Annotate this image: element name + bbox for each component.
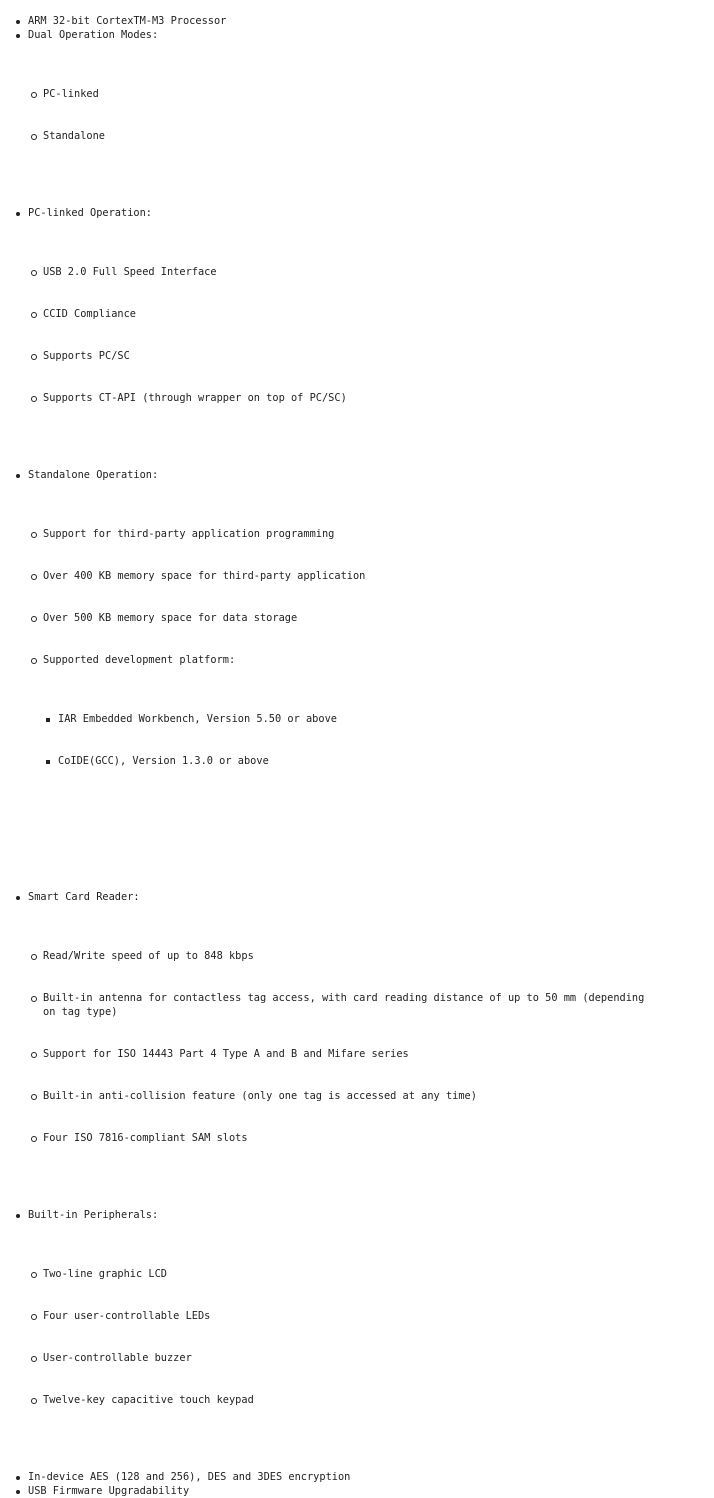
item-text: USB 2.0 Full Speed Interface [43, 266, 217, 278]
sub-list-item [43, 1351, 688, 1365]
sub-list-item [43, 349, 688, 363]
item-text: Twelve-key capacitive touch keypad [43, 1394, 254, 1406]
sub-list-item [43, 1393, 688, 1407]
item-text: User-controllable buzzer [43, 1352, 192, 1364]
list-item [28, 206, 688, 468]
item-text: CoIDE(GCC), Version 1.3.0 or above [58, 755, 269, 767]
sub-list-item [43, 1047, 688, 1061]
feature-list [28, 14, 688, 1498]
item-text: Dual Operation Modes: [28, 29, 159, 41]
item-text: Supported development platform: [43, 654, 236, 666]
sub-list-item [43, 611, 688, 625]
sub-list [43, 1239, 688, 1435]
sub-list [43, 237, 688, 433]
item-text: Standalone Operation: [28, 469, 159, 481]
item-text: Supports PC/SC [43, 350, 130, 362]
item-text: Standalone [43, 130, 105, 142]
sub-list-item [43, 391, 688, 405]
sub-list [43, 59, 688, 171]
sub-sub-list [58, 684, 688, 796]
item-text: Two-line graphic LCD [43, 1268, 167, 1280]
item-text: Supports CT-API (through wrapper on top of PC/SC) [43, 392, 347, 404]
item-text: Support for ISO 14443 Part 4 Type A and B and Mifare series [43, 1048, 409, 1060]
sub-list-item [43, 949, 688, 963]
item-text: Read/Write speed of up to 848 kbps [43, 950, 254, 962]
item-text: In-device AES (128 and 256), DES and 3DES encryption [28, 1471, 351, 1483]
item-text: Over 500 KB memory space for data storage [43, 612, 298, 624]
item-text: PC-linked Operation: [28, 207, 152, 219]
item-text: Four ISO 7816-compliant SAM slots [43, 1132, 248, 1144]
item-text: Built-in Peripherals: [28, 1209, 159, 1221]
item-text: Built-in anti-collision feature (only one tag is accessed at any time) [43, 1090, 477, 1102]
sub-sub-list-item [58, 712, 688, 726]
list-item [28, 1470, 688, 1484]
item-text: USB Firmware Upgradability [28, 1485, 190, 1497]
item-text: Smart Card Reader: [28, 891, 140, 903]
list-item [28, 468, 688, 890]
sub-list [43, 499, 688, 855]
item-text: Four user-controllable LEDs [43, 1310, 211, 1322]
sub-list-item [43, 87, 688, 101]
list-item [28, 890, 688, 1208]
sub-list [43, 921, 688, 1173]
item-text: IAR Embedded Workbench, Version 5.50 or above [58, 713, 337, 725]
item-text: ARM 32-bit CortexTM-M3 Processor [28, 15, 227, 27]
list-item [28, 28, 688, 206]
list-item [28, 14, 688, 28]
item-text: PC-linked [43, 88, 99, 100]
item-text: Support for third-party application programming [43, 528, 335, 540]
sub-list-item [43, 307, 688, 321]
list-item [28, 1208, 688, 1470]
sub-list-item [43, 1131, 688, 1145]
list-item [28, 1484, 688, 1498]
sub-list-item [43, 265, 688, 279]
sub-list-item [43, 653, 688, 827]
sub-list-item [43, 1089, 688, 1103]
item-text: Over 400 KB memory space for third-party application [43, 570, 366, 582]
sub-list-item [43, 1267, 688, 1281]
item-text: CCID Compliance [43, 308, 136, 320]
sub-sub-list-item [58, 754, 688, 768]
sub-list-item [43, 1309, 688, 1323]
item-text: Built-in antenna for contactless tag access, with card reading distance of up to 50 mm (depending on tag type) [43, 992, 651, 1018]
sub-list-item [43, 527, 688, 541]
sub-list-item [43, 569, 688, 583]
sub-list-item [43, 991, 688, 1019]
sub-list-item [43, 129, 688, 143]
